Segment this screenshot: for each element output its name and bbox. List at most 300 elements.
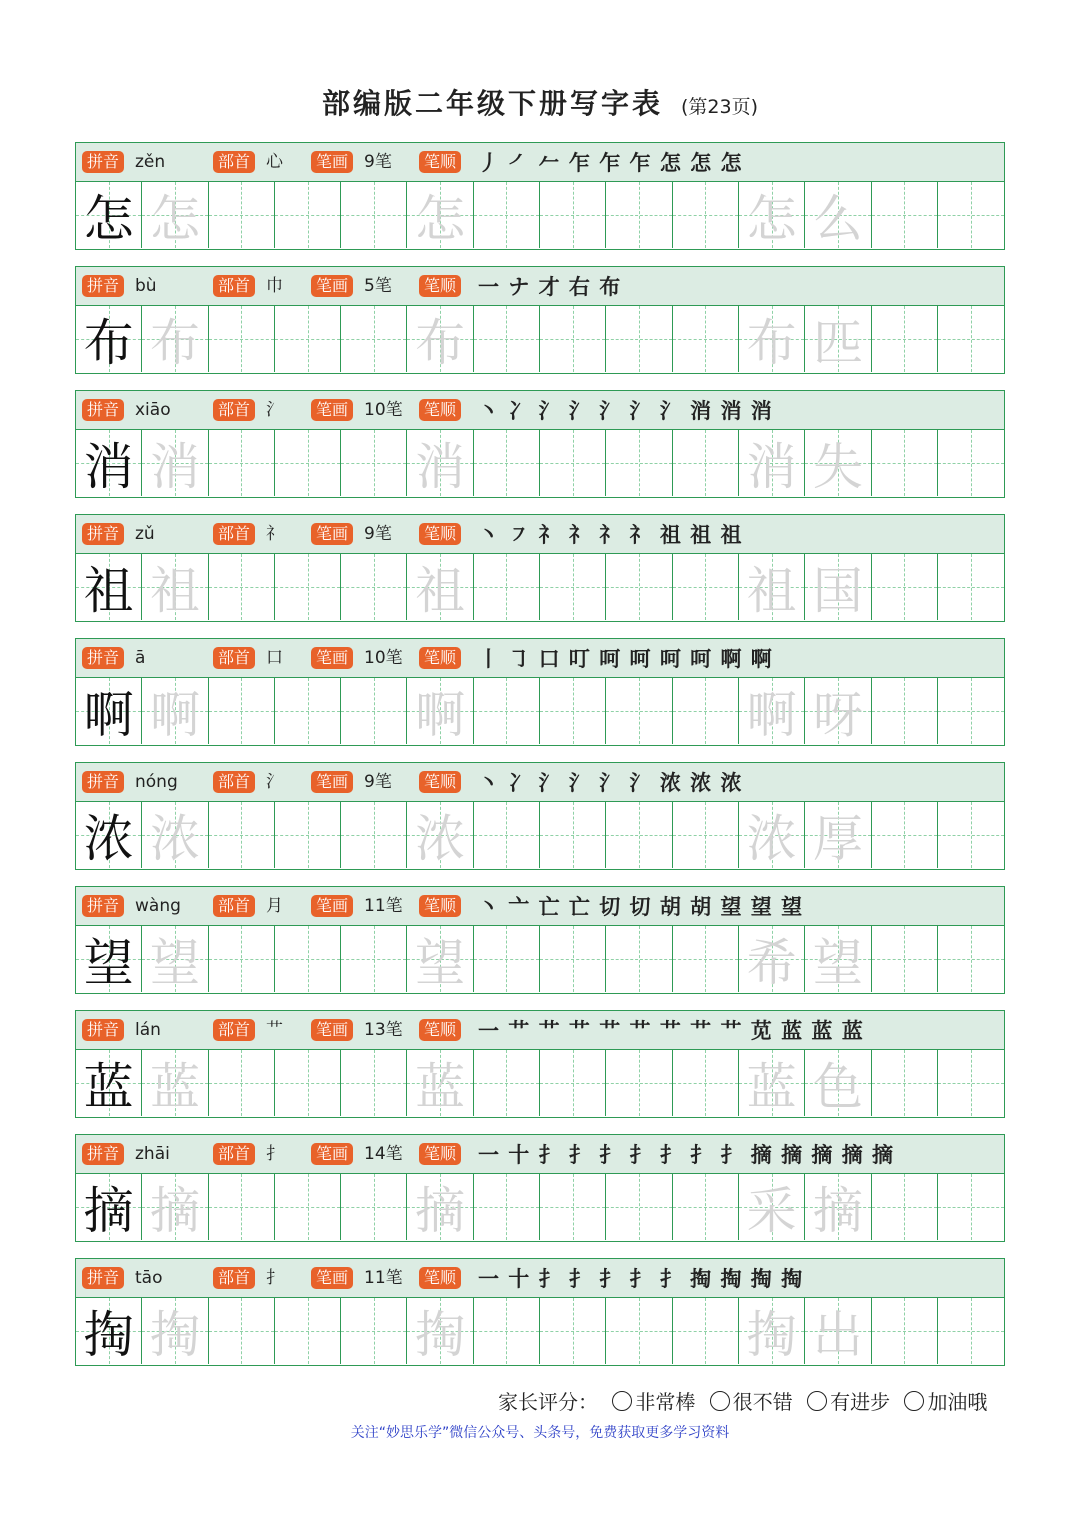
grid-cell[interactable]	[209, 926, 275, 992]
char-row-header	[76, 887, 1004, 926]
writing-grid	[76, 1174, 1004, 1240]
grid-cell[interactable]	[76, 554, 142, 620]
grid-cell[interactable]	[673, 802, 739, 868]
grid-cell[interactable]	[474, 1174, 540, 1240]
radical-tag: 部首	[213, 399, 255, 421]
rating-option-1-circle[interactable]	[612, 1391, 632, 1411]
grid-cell[interactable]	[474, 554, 540, 620]
trace-char: 浓	[149, 810, 200, 868]
pinyin-value: zěn	[135, 152, 166, 172]
writing-grid	[76, 306, 1004, 372]
grid-cell[interactable]	[209, 1050, 275, 1116]
grid-cell[interactable]	[474, 1298, 540, 1364]
grid-cell[interactable]	[872, 554, 938, 620]
stroke-order-sequence: 一 艹 艹 艹 艹 艹 艹 艹 艹 苋 蓝 蓝 蓝	[478, 1018, 864, 1043]
stroke-order-sequence: 丶 亠 亡 亡 切 切 胡 胡 望 望 望	[478, 894, 804, 919]
grid-cell[interactable]	[805, 802, 871, 868]
model-char: 祖	[83, 562, 134, 620]
grid-cell[interactable]	[540, 1298, 606, 1364]
footer-note: 关注“妙思乐学”微信公众号、头条号，免费获取更多学习资料	[350, 1425, 730, 1441]
grid-cell[interactable]	[76, 430, 142, 496]
trace-char: 怎	[415, 190, 466, 248]
word-trace-char: 色	[812, 1058, 863, 1116]
pinyin-value: xiāo	[135, 400, 171, 420]
pinyin-tag: 拼音	[82, 771, 124, 793]
grid-cell[interactable]	[76, 1174, 142, 1240]
grid-cell[interactable]	[606, 1298, 672, 1364]
grid-cell[interactable]	[209, 1298, 275, 1364]
pinyin-value: lán	[135, 1020, 161, 1040]
grid-cell[interactable]	[407, 306, 473, 372]
grid-cell[interactable]	[209, 182, 275, 248]
grid-cell[interactable]	[739, 926, 805, 992]
model-char: 布	[83, 314, 134, 372]
char-row-header	[76, 515, 1004, 554]
grid-cell[interactable]	[76, 1050, 142, 1116]
char-row	[75, 266, 1005, 374]
stroke-order-tag: 笔顺	[419, 895, 461, 917]
char-row	[75, 762, 1005, 870]
stroke-order-tag: 笔顺	[419, 151, 461, 173]
pinyin-value: nóng	[135, 772, 178, 792]
grid-cell[interactable]	[673, 306, 739, 372]
pinyin-tag: 拼音	[82, 399, 124, 421]
pinyin-value: ā	[135, 648, 146, 668]
grid-cell[interactable]	[142, 1050, 208, 1116]
char-row	[75, 390, 1005, 498]
grid-cell[interactable]	[76, 678, 142, 744]
radical-value: 艹	[266, 1020, 283, 1040]
grid-cell[interactable]	[275, 182, 341, 248]
grid-cell[interactable]	[275, 926, 341, 992]
grid-cell[interactable]	[739, 430, 805, 496]
grid-cell[interactable]	[872, 430, 938, 496]
grid-cell[interactable]	[805, 926, 871, 992]
grid-cell[interactable]	[209, 430, 275, 496]
grid-cell[interactable]	[805, 430, 871, 496]
radical-value: 扌	[266, 1144, 283, 1164]
char-row	[75, 1010, 1005, 1118]
grid-cell[interactable]	[938, 802, 1004, 868]
grid-cell[interactable]	[76, 802, 142, 868]
grid-cell[interactable]	[606, 802, 672, 868]
page-number-note: (第23页)	[681, 96, 759, 118]
radical-tag: 部首	[213, 647, 255, 669]
page-header	[0, 82, 1080, 122]
stroke-count-tag: 笔画	[311, 275, 353, 297]
grid-cell[interactable]	[872, 926, 938, 992]
rating-option-4: 加油哦	[927, 1390, 988, 1414]
char-row	[75, 1258, 1005, 1366]
grid-cell[interactable]	[275, 554, 341, 620]
grid-cell[interactable]	[209, 802, 275, 868]
stroke-order-tag: 笔顺	[419, 771, 461, 793]
stroke-count-value: 14笔	[364, 1144, 403, 1164]
trace-char: 望	[149, 934, 200, 992]
char-row	[75, 142, 1005, 250]
char-row	[75, 638, 1005, 746]
grid-cell[interactable]	[76, 306, 142, 372]
grid-cell[interactable]	[474, 802, 540, 868]
pinyin-tag: 拼音	[82, 647, 124, 669]
char-row	[75, 886, 1005, 994]
grid-cell[interactable]	[275, 1298, 341, 1364]
stroke-order-sequence: 丨 ㇆ 口 叮 呵 呵 呵 呵 啊 啊	[478, 646, 773, 671]
stroke-order-sequence: 一 十 扌 扌 扌 扌 扌 扌 扌 摘 摘 摘 摘 摘	[478, 1142, 895, 1167]
grid-cell[interactable]	[76, 926, 142, 992]
radical-value: 扌	[266, 1268, 283, 1288]
grid-cell[interactable]	[872, 1298, 938, 1364]
rating-option-2: 很不错	[732, 1390, 793, 1414]
grid-cell[interactable]	[474, 678, 540, 744]
pinyin-value: zǔ	[135, 524, 155, 544]
grid-cell[interactable]	[275, 1050, 341, 1116]
word-trace-char: 国	[812, 562, 863, 620]
grid-cell[interactable]	[275, 1174, 341, 1240]
grid-cell[interactable]	[606, 1050, 672, 1116]
grid-cell[interactable]	[142, 306, 208, 372]
grid-cell[interactable]	[938, 554, 1004, 620]
radical-tag: 部首	[213, 1019, 255, 1041]
stroke-count-value: 10笔	[364, 400, 403, 420]
trace-char: 啊	[415, 686, 466, 744]
grid-cell[interactable]	[142, 802, 208, 868]
stroke-count-value: 9笔	[364, 772, 392, 792]
word-trace-char: 啊	[746, 686, 797, 744]
char-row-header	[76, 1011, 1004, 1050]
pinyin-tag: 拼音	[82, 1019, 124, 1041]
char-row	[75, 1134, 1005, 1242]
char-row-header	[76, 639, 1004, 678]
grid-cell[interactable]	[341, 182, 407, 248]
pinyin-value: tāo	[135, 1268, 163, 1288]
grid-cell[interactable]	[275, 678, 341, 744]
writing-grid	[76, 802, 1004, 868]
grid-cell[interactable]	[341, 430, 407, 496]
radical-value: 礻	[266, 524, 283, 544]
grid-cell[interactable]	[540, 182, 606, 248]
grid-cell[interactable]	[805, 1298, 871, 1364]
model-char: 消	[83, 438, 134, 496]
grid-cell[interactable]	[739, 1174, 805, 1240]
radical-tag: 部首	[213, 1267, 255, 1289]
word-trace-char: 厚	[812, 810, 863, 868]
trace-char: 怎	[149, 190, 200, 248]
stroke-order-sequence: 丿 ㇒ 𠂉 乍 乍 乍 怎 怎 怎	[478, 150, 743, 175]
grid-cell[interactable]	[872, 1174, 938, 1240]
grid-cell[interactable]	[407, 430, 473, 496]
grid-cell[interactable]	[673, 430, 739, 496]
grid-cell[interactable]	[540, 802, 606, 868]
trace-char: 祖	[415, 562, 466, 620]
grid-cell[interactable]	[407, 1174, 473, 1240]
grid-cell[interactable]	[407, 926, 473, 992]
grid-cell[interactable]	[872, 182, 938, 248]
grid-cell[interactable]	[142, 678, 208, 744]
stroke-count-tag: 笔画	[311, 771, 353, 793]
word-trace-char: 采	[746, 1182, 797, 1240]
writing-grid	[76, 1050, 1004, 1116]
grid-cell[interactable]	[76, 1298, 142, 1364]
stroke-count-tag: 笔画	[311, 399, 353, 421]
grid-cell[interactable]	[938, 926, 1004, 992]
grid-cell[interactable]	[938, 1050, 1004, 1116]
grid-cell[interactable]	[739, 306, 805, 372]
grid-cell[interactable]	[407, 802, 473, 868]
trace-char: 蓝	[149, 1058, 200, 1116]
grid-cell[interactable]	[673, 926, 739, 992]
grid-cell[interactable]	[938, 1298, 1004, 1364]
grid-cell[interactable]	[872, 678, 938, 744]
word-trace-char: 摘	[812, 1182, 863, 1240]
char-row-header	[76, 1259, 1004, 1298]
grid-cell[interactable]	[805, 306, 871, 372]
grid-cell[interactable]	[341, 554, 407, 620]
stroke-order-sequence: 丶 冫 氵 氵 氵 氵 氵 消 消 消	[478, 398, 773, 423]
grid-cell[interactable]	[209, 678, 275, 744]
grid-cell[interactable]	[540, 1050, 606, 1116]
grid-cell[interactable]	[805, 678, 871, 744]
word-trace-char: 匹	[812, 314, 863, 372]
char-row-header	[76, 763, 1004, 802]
grid-cell[interactable]	[474, 926, 540, 992]
rating-option-3-circle[interactable]	[807, 1391, 827, 1411]
stroke-order-tag: 笔顺	[419, 523, 461, 545]
grid-cell[interactable]	[275, 306, 341, 372]
rating-option-4-circle[interactable]	[904, 1391, 924, 1411]
char-row	[75, 514, 1005, 622]
stroke-order-tag: 笔顺	[419, 275, 461, 297]
model-char: 摘	[83, 1182, 134, 1240]
word-trace-char: 呀	[812, 686, 863, 744]
rating-option-2-circle[interactable]	[710, 1391, 730, 1411]
grid-cell[interactable]	[341, 926, 407, 992]
grid-cell[interactable]	[938, 306, 1004, 372]
word-trace-char: 出	[812, 1306, 863, 1364]
grid-cell[interactable]	[606, 430, 672, 496]
grid-cell[interactable]	[474, 430, 540, 496]
grid-cell[interactable]	[209, 306, 275, 372]
grid-cell[interactable]	[540, 926, 606, 992]
word-trace-char: 蓝	[746, 1058, 797, 1116]
stroke-count-tag: 笔画	[311, 1267, 353, 1289]
grid-cell[interactable]	[805, 182, 871, 248]
grid-cell[interactable]	[805, 554, 871, 620]
radical-value: 氵	[266, 772, 283, 792]
stroke-count-value: 5笔	[364, 276, 392, 296]
word-trace-char: 怎	[746, 190, 797, 248]
grid-cell[interactable]	[142, 430, 208, 496]
grid-cell[interactable]	[407, 1298, 473, 1364]
grid-cell[interactable]	[540, 306, 606, 372]
char-row-header	[76, 267, 1004, 306]
grid-cell[interactable]	[805, 1050, 871, 1116]
grid-cell[interactable]	[938, 430, 1004, 496]
grid-cell[interactable]	[673, 678, 739, 744]
trace-char: 祖	[149, 562, 200, 620]
parent-rating	[498, 1386, 987, 1415]
stroke-order-tag: 笔顺	[419, 1019, 461, 1041]
trace-char: 消	[415, 438, 466, 496]
grid-cell[interactable]	[872, 306, 938, 372]
radical-tag: 部首	[213, 151, 255, 173]
model-char: 怎	[83, 190, 134, 248]
grid-cell[interactable]	[142, 554, 208, 620]
grid-cell[interactable]	[606, 306, 672, 372]
grid-cell[interactable]	[673, 554, 739, 620]
trace-char: 掏	[415, 1306, 466, 1364]
stroke-count-value: 13笔	[364, 1020, 403, 1040]
grid-cell[interactable]	[76, 182, 142, 248]
grid-cell[interactable]	[407, 554, 473, 620]
grid-cell[interactable]	[209, 1174, 275, 1240]
stroke-count-tag: 笔画	[311, 151, 353, 173]
word-trace-char: 浓	[746, 810, 797, 868]
grid-cell[interactable]	[275, 430, 341, 496]
grid-cell[interactable]	[474, 306, 540, 372]
stroke-count-tag: 笔画	[311, 1143, 353, 1165]
grid-cell[interactable]	[938, 1174, 1004, 1240]
grid-cell[interactable]	[142, 1174, 208, 1240]
grid-cell[interactable]	[540, 430, 606, 496]
model-char: 掏	[83, 1306, 134, 1364]
stroke-count-tag: 笔画	[311, 647, 353, 669]
grid-cell[interactable]	[673, 182, 739, 248]
pinyin-tag: 拼音	[82, 895, 124, 917]
grid-cell[interactable]	[606, 926, 672, 992]
char-row-header	[76, 391, 1004, 430]
grid-cell[interactable]	[540, 678, 606, 744]
grid-cell[interactable]	[938, 182, 1004, 248]
pinyin-tag: 拼音	[82, 151, 124, 173]
radical-tag: 部首	[213, 275, 255, 297]
grid-cell[interactable]	[606, 182, 672, 248]
grid-cell[interactable]	[341, 306, 407, 372]
grid-cell[interactable]	[739, 554, 805, 620]
stroke-count-value: 9笔	[364, 152, 392, 172]
grid-cell[interactable]	[407, 678, 473, 744]
grid-cell[interactable]	[872, 1050, 938, 1116]
stroke-count-value: 9笔	[364, 524, 392, 544]
writing-grid	[76, 554, 1004, 620]
grid-cell[interactable]	[739, 802, 805, 868]
grid-cell[interactable]	[275, 802, 341, 868]
rating-label: 家长评分：	[498, 1390, 598, 1414]
trace-char: 消	[149, 438, 200, 496]
grid-cell[interactable]	[739, 1050, 805, 1116]
word-trace-char: 掏	[746, 1306, 797, 1364]
pinyin-tag: 拼音	[82, 523, 124, 545]
trace-char: 浓	[415, 810, 466, 868]
grid-cell[interactable]	[474, 182, 540, 248]
writing-grid	[76, 926, 1004, 992]
stroke-count-value: 10笔	[364, 648, 403, 668]
trace-char: 啊	[149, 686, 200, 744]
writing-grid	[76, 430, 1004, 496]
stroke-order-sequence: 一 ナ 才 右 布	[478, 274, 622, 299]
grid-cell[interactable]	[341, 1298, 407, 1364]
radical-tag: 部首	[213, 771, 255, 793]
grid-cell[interactable]	[407, 1050, 473, 1116]
trace-char: 蓝	[415, 1058, 466, 1116]
grid-cell[interactable]	[673, 1174, 739, 1240]
stroke-order-tag: 笔顺	[419, 647, 461, 669]
writing-grid	[76, 182, 1004, 248]
rating-option-1: 非常棒	[635, 1390, 696, 1414]
stroke-order-sequence: 丶 冫 氵 氵 氵 氵 浓 浓 浓	[478, 770, 743, 795]
char-row-header	[76, 143, 1004, 182]
grid-cell[interactable]	[739, 1298, 805, 1364]
stroke-order-tag: 笔顺	[419, 399, 461, 421]
model-char: 望	[83, 934, 134, 992]
stroke-order-tag: 笔顺	[419, 1267, 461, 1289]
grid-cell[interactable]	[142, 926, 208, 992]
word-trace-char: 失	[812, 438, 863, 496]
word-trace-char: 祖	[746, 562, 797, 620]
grid-cell[interactable]	[805, 1174, 871, 1240]
model-char: 蓝	[83, 1058, 134, 1116]
stroke-order-sequence: 一 十 扌 扌 扌 扌 扌 掏 掏 掏 掏	[478, 1266, 804, 1291]
radical-value: 月	[266, 896, 283, 916]
grid-cell[interactable]	[142, 1298, 208, 1364]
page-title: 部编版二年级下册写字表	[321, 87, 663, 120]
word-trace-char: 望	[812, 934, 863, 992]
radical-tag: 部首	[213, 895, 255, 917]
grid-cell[interactable]	[142, 182, 208, 248]
grid-cell[interactable]	[341, 802, 407, 868]
grid-cell[interactable]	[739, 182, 805, 248]
grid-cell[interactable]	[606, 554, 672, 620]
grid-cell[interactable]	[739, 678, 805, 744]
grid-cell[interactable]	[474, 1050, 540, 1116]
trace-char: 摘	[415, 1182, 466, 1240]
grid-cell[interactable]	[673, 1298, 739, 1364]
grid-cell[interactable]	[540, 554, 606, 620]
stroke-order-tag: 笔顺	[419, 1143, 461, 1165]
pinyin-tag: 拼音	[82, 1143, 124, 1165]
model-char: 浓	[83, 810, 134, 868]
grid-cell[interactable]	[407, 182, 473, 248]
trace-char: 布	[415, 314, 466, 372]
stroke-order-sequence: 丶 ㇇ 礻 礻 礻 礻 祖 祖 祖	[478, 522, 743, 547]
pinyin-tag: 拼音	[82, 1267, 124, 1289]
pinyin-value: wàng	[135, 896, 181, 916]
word-trace-char: 希	[746, 934, 797, 992]
radical-tag: 部首	[213, 523, 255, 545]
grid-cell[interactable]	[938, 678, 1004, 744]
grid-cell[interactable]	[209, 554, 275, 620]
grid-cell[interactable]	[341, 678, 407, 744]
radical-value: 巾	[266, 276, 283, 296]
trace-char: 掏	[149, 1306, 200, 1364]
pinyin-value: zhāi	[135, 1144, 170, 1164]
radical-value: 氵	[266, 400, 283, 420]
word-trace-char: 么	[812, 190, 863, 248]
grid-cell[interactable]	[673, 1050, 739, 1116]
trace-char: 布	[149, 314, 200, 372]
grid-cell[interactable]	[606, 678, 672, 744]
grid-cell[interactable]	[540, 1174, 606, 1240]
stroke-count-tag: 笔画	[311, 895, 353, 917]
grid-cell[interactable]	[872, 802, 938, 868]
grid-cell[interactable]	[606, 1174, 672, 1240]
pinyin-tag: 拼音	[82, 275, 124, 297]
writing-grid	[76, 1298, 1004, 1364]
model-char: 啊	[83, 686, 134, 744]
stroke-count-tag: 笔画	[311, 523, 353, 545]
grid-cell[interactable]	[341, 1174, 407, 1240]
grid-cell[interactable]	[341, 1050, 407, 1116]
